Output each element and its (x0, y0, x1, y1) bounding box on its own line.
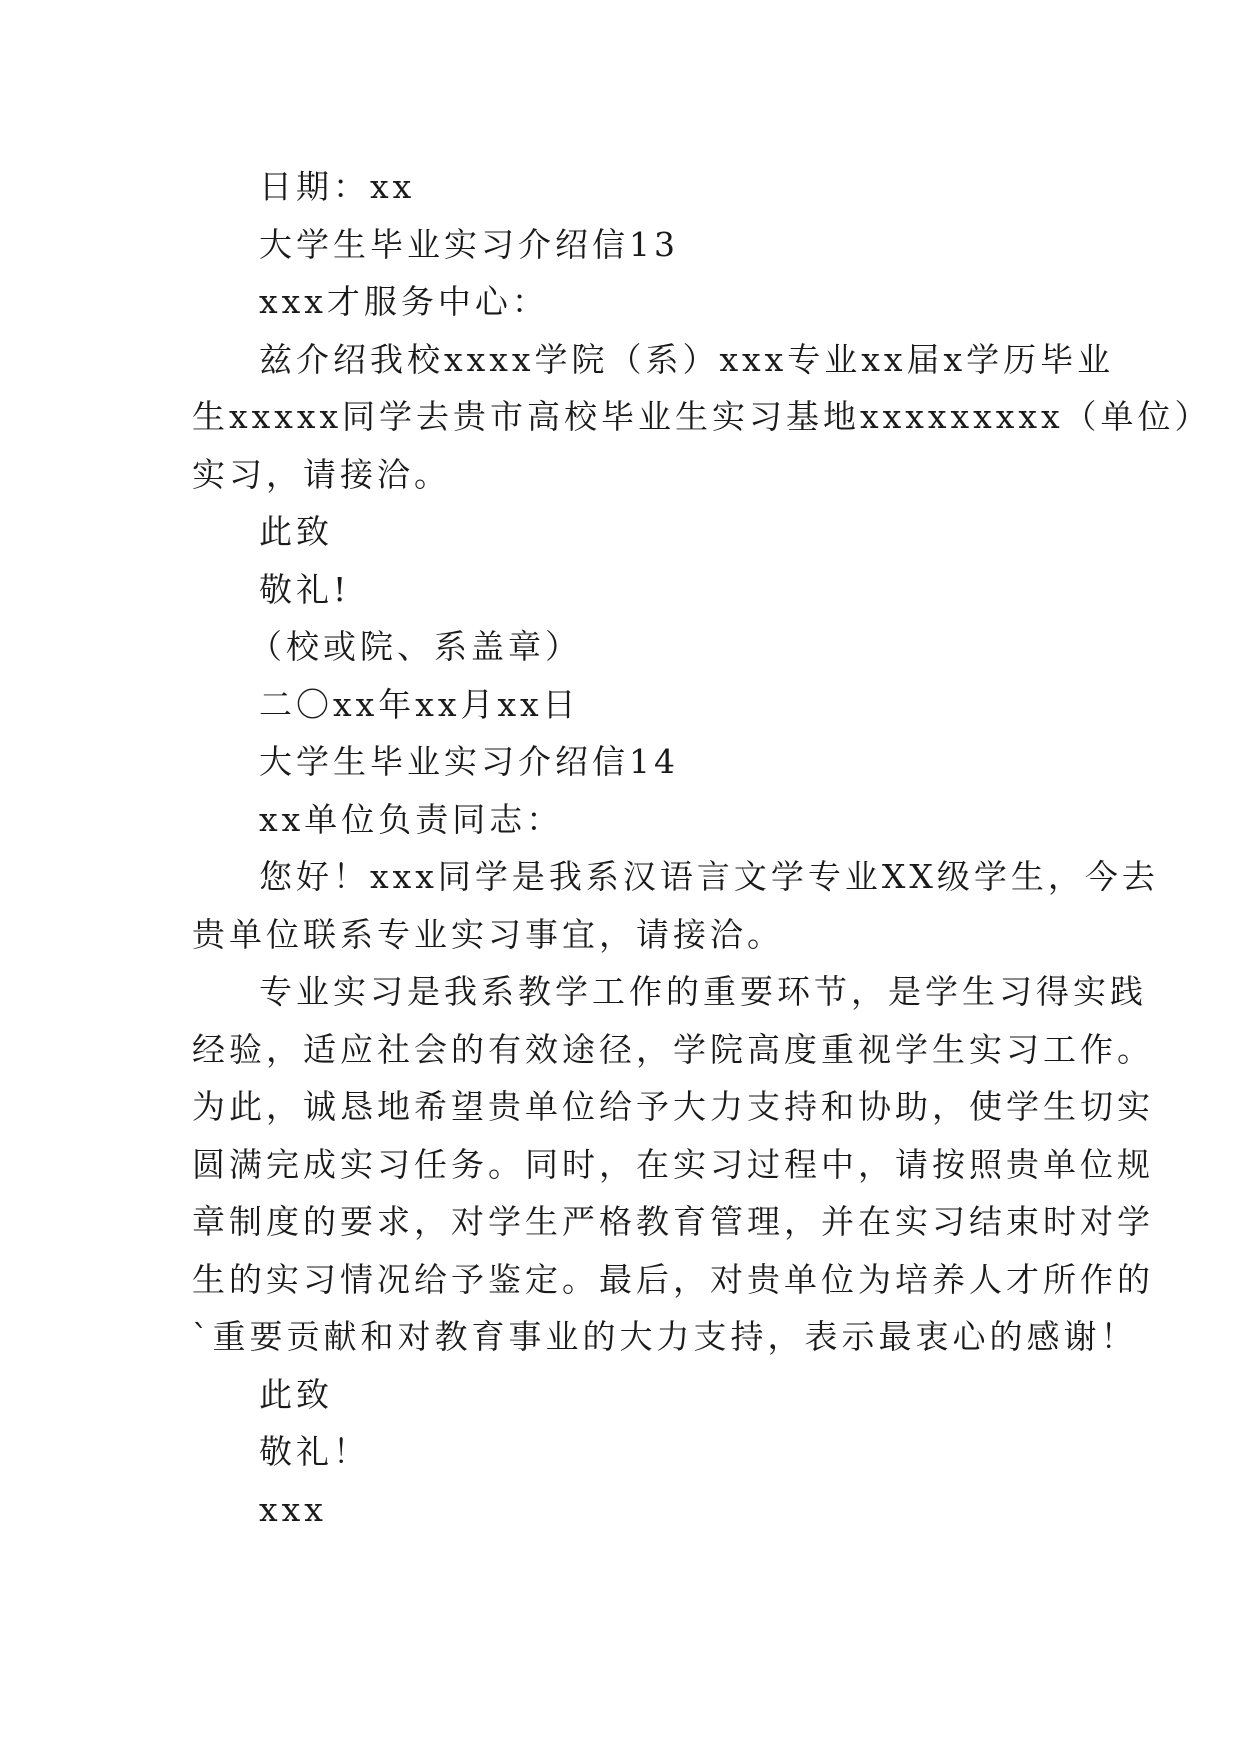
document-page (192, 158, 1212, 1538)
letter14-para2-line: `重要贡献和对教育事业的大力支持，表示最衷心的感谢！ (192, 1317, 1138, 1356)
letter14-paragraph-1 (192, 848, 1159, 963)
letter14-para1-line: 您好！xxx同学是我系汉语言文学专业XX级学生，今去 (259, 857, 1159, 896)
letter14-para1-line: 贵单位联系专业实习事宜，请接洽。 (192, 914, 784, 954)
letter14-para2-line: 生的实习情况给予鉴定。最后，对贵单位为培养人才所作的 (192, 1259, 1154, 1299)
letter13-seal: （校或院、系盖章） (249, 627, 582, 666)
letter14-closing-2: 敬礼！ (259, 1432, 370, 1471)
letter13-body-line: 实习，请接洽。 (192, 454, 451, 494)
letter13-body-line: 生xxxxx同学去贵市高校毕业生实习基地xxxxxxxxx（单位） (192, 397, 1212, 436)
letter13-date: 二〇xx年xx月xx日 (259, 684, 580, 724)
letter14-closing-1: 此致 (259, 1374, 333, 1414)
letter14-para2-line: 圆满完成实习任务。同时，在实习过程中，请按照贵单位规 (192, 1144, 1154, 1184)
letter13-salutation: xxx才服务中心： (259, 282, 549, 321)
date-line: 日期：xx (259, 167, 416, 206)
letter13-title: 大学生毕业实习介绍信13 (259, 224, 679, 264)
letter14-signature: xxx (259, 1489, 327, 1529)
letter14-para2-line: 为此，诚恳地希望贵单位给予大力支持和协助，使学生切实 (192, 1087, 1154, 1126)
letter13-body-line: 兹介绍我校xxxx学院（系）xxx专业xx届x学历毕业 (259, 339, 1115, 379)
letter14-salutation: xx单位负责同志： (259, 799, 564, 839)
letter13-closing-1: 此致 (259, 512, 333, 551)
letter13-closing-2: 敬礼! (259, 569, 351, 609)
letter13-body (192, 331, 1212, 504)
letter14-para2-line: 专业实习是我系教学工作的重要环节，是学生习得实践 (259, 972, 1147, 1011)
letter14-title: 大学生毕业实习介绍信14 (259, 742, 679, 781)
letter14-paragraph-2 (192, 963, 1154, 1366)
letter14-para2-line: 经验，适应社会的有效途径，学院高度重视学生实习工作。 (192, 1029, 1154, 1069)
letter14-para2-line: 章制度的要求，对学生严格教育管理，并在实习结束时对学 (192, 1202, 1154, 1241)
